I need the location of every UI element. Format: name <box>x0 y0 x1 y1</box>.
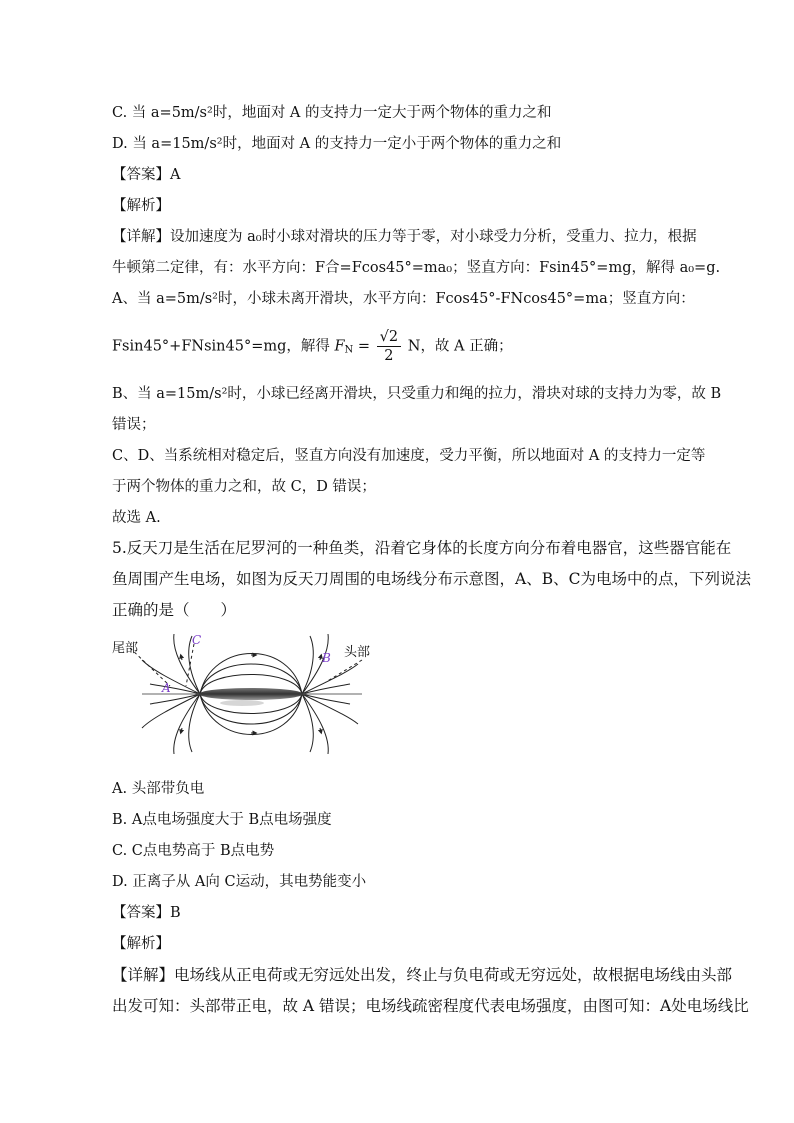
option-c: C. 当 a=5m/s²时，地面对 A 的支持力一定大于两个物体的重力之和 <box>112 105 552 121</box>
analysis-label: 【解析】 <box>112 198 170 214</box>
option-d: D. 当 a=15m/s²时，地面对 A 的支持力一定小于两个物体的重力之和 <box>112 136 562 152</box>
detail-cd-line-2: 于两个物体的重力之和，故 C，D 错误； <box>112 479 376 495</box>
detail-cd-line-1: C、D、当系统相对稳定后，竖直方向没有加速度，受力平衡，所以地面对 A 的支持力一定等 <box>112 448 706 464</box>
q5-option-c: C. C点电势高于 B点电势 <box>112 843 275 859</box>
field-line <box>302 684 350 694</box>
detail-a-post: ，故 A 正确； <box>420 338 513 355</box>
detail-line-1: 【详解】设加速度为 a₀时小球对滑块的压力等于零，对小球受力分析，受重力、拉力，根据 <box>112 229 697 245</box>
detail-a-pre: Fsin45°+FNsin45°=mg，解得 <box>112 338 330 355</box>
field-lines-diagram <box>112 630 382 758</box>
q5-option-b: B. A点电场强度大于 B点电场强度 <box>112 812 332 828</box>
field-arrow <box>181 656 182 660</box>
head-pointer-line <box>326 660 362 682</box>
point-b-label: B <box>322 651 331 665</box>
detail-a-line-2 <box>112 328 513 369</box>
field-line <box>142 660 200 694</box>
formula-eq: = <box>357 338 371 355</box>
q5-option-d: D. 正离子从 A向 C运动，其电势能变小 <box>112 874 367 890</box>
fish-body <box>199 688 303 700</box>
q5-answer-label: 【答案】B <box>112 905 181 921</box>
fraction <box>377 328 401 365</box>
fish-shadow <box>220 700 264 706</box>
point-c-label: C <box>192 633 202 647</box>
field-line <box>302 636 313 694</box>
formula-unit: N <box>407 338 421 355</box>
field-line <box>150 684 200 694</box>
detail-line-2: 牛顿第二定律，有：水平方向：F合=Fcos45°=ma₀；竖直方向：Fsin45°=mg，解得 a₀=g. <box>112 260 721 276</box>
formula-sub-n: N <box>344 344 354 356</box>
detail-b-line-2: 错误； <box>112 417 156 433</box>
electric-field-figure <box>112 630 382 758</box>
detail-b-line-1: B、当 a=15m/s²时，小球已经离开滑块，只受重力和绳的拉力，滑块对球的支持力为零，故 B <box>112 386 722 402</box>
choose-line: 故选 A. <box>112 510 161 526</box>
tail-label: 尾部 <box>112 641 139 656</box>
formula-f: F <box>334 338 345 355</box>
q5-detail-line-2: 出发可知：头部带正电，故 A 错误；电场线疏密程度代表电场强度，由图可知：A处电场线比 <box>112 997 749 1015</box>
q5-detail-line-1: 【详解】电场线从正电荷或无穷远处出发，终止与负电荷或无穷远处，故根据电场线由头部 <box>112 966 733 984</box>
field-line <box>302 694 350 704</box>
q5-stem-line-2: 鱼周围产生电场，如图为反天刀周围的电场线分布示意图，A、B、C为电场中的点，下列说法 <box>112 570 751 588</box>
field-line <box>150 694 200 704</box>
detail-a-line-1: A、当 a=5m/s²时，小球未离开滑块，水平方向：Fcos45°-FNcos45°=ma；竖直方向： <box>112 291 695 307</box>
field-arrow <box>320 728 321 732</box>
fraction-denominator: 2 <box>384 348 394 364</box>
field-line <box>302 694 313 752</box>
q5-analysis-label: 【解析】 <box>112 936 170 952</box>
field-arrow <box>181 728 182 732</box>
q5-option-a: A. 头部带负电 <box>112 781 205 797</box>
answer-label: 【答案】A <box>112 167 181 183</box>
q5-stem-line-3: 正确的是（ ） <box>112 601 237 619</box>
head-label: 头部 <box>344 645 371 660</box>
field-line <box>302 694 358 724</box>
q5-stem-line-1: 5.反天刀是生活在尼罗河的一种鱼类，沿着它身体的长度方向分布着电器官，这些器官能在 <box>112 539 732 557</box>
field-line <box>189 694 200 752</box>
fraction-numerator: √2 <box>377 328 401 347</box>
point-a-label: A <box>162 681 171 695</box>
field-arrow <box>320 656 321 660</box>
field-line <box>142 694 200 728</box>
